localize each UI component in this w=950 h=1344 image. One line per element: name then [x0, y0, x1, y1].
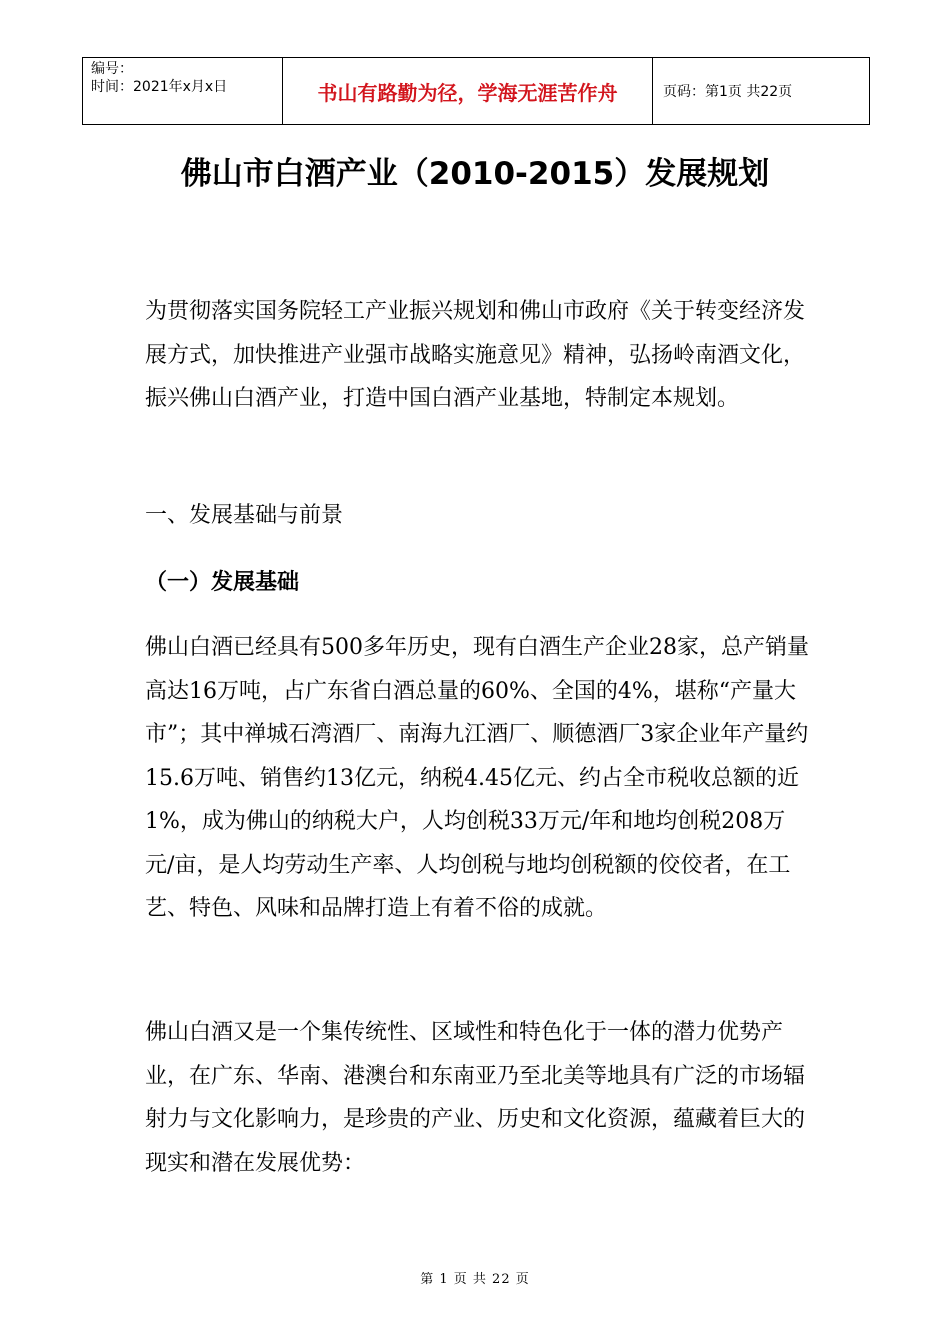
time-label: 时间：2021年x月x日 — [91, 79, 228, 95]
number-label: 编号： — [91, 61, 133, 77]
section-heading: 一、发展基础与前景 — [145, 503, 344, 528]
header-motto: 书山有路勤为径，学海无涯苦作舟 — [283, 58, 653, 124]
body-paragraph-1: 佛山白酒已经具有500多年历史，现有白酒生产企业28家，总产销量高达16万吨，占广东省白酒总量的60%、全国的4%，堪称“产量大市”；其中禅城石湾酒厂、南海九江酒厂、顺德酒厂3家企业年产量约15.6万吨、销售约13亿元，纳税4.45亿元、约占全市税收总额的近1%，成为佛山的纳税大户，人均创税33万元/年和地均创税208万元/亩，是人均劳动生产率、人均创税与地均创税额的佼佼者，在工艺、特色、风味和品牌打造上有着不俗的成就。 — [145, 635, 809, 921]
subsection-heading: （一）发展基础 — [145, 570, 300, 595]
intro-paragraph: 为贯彻落实国务院轻工产业振兴规划和佛山市政府《关于转变经济发展方式，加快推进产业强市战略实施意见》精神，弘扬岭南酒文化，振兴佛山白酒产业，打造中国白酒产业基地，特制定本规划。 — [145, 299, 806, 411]
page-footer: 第 1 页 共 22 页 — [420, 1272, 530, 1287]
document-title: 佛山市白酒产业（2010-2015）发展规划 — [180, 156, 770, 192]
header-page-info: 页码：第1页 共22页 — [663, 84, 793, 100]
document-header — [82, 57, 870, 125]
header-meta — [83, 58, 283, 124]
body-paragraph-2: 佛山白酒又是一个集传统性、区域性和特色化于一体的潜力优势产业，在广东、华南、港澳台和东南亚乃至北美等地具有广泛的市场辐射力与文化影响力，是珍贵的产业、历史和文化资源，蕴藏着巨大的现实和潜在发展优势： — [145, 1020, 806, 1176]
